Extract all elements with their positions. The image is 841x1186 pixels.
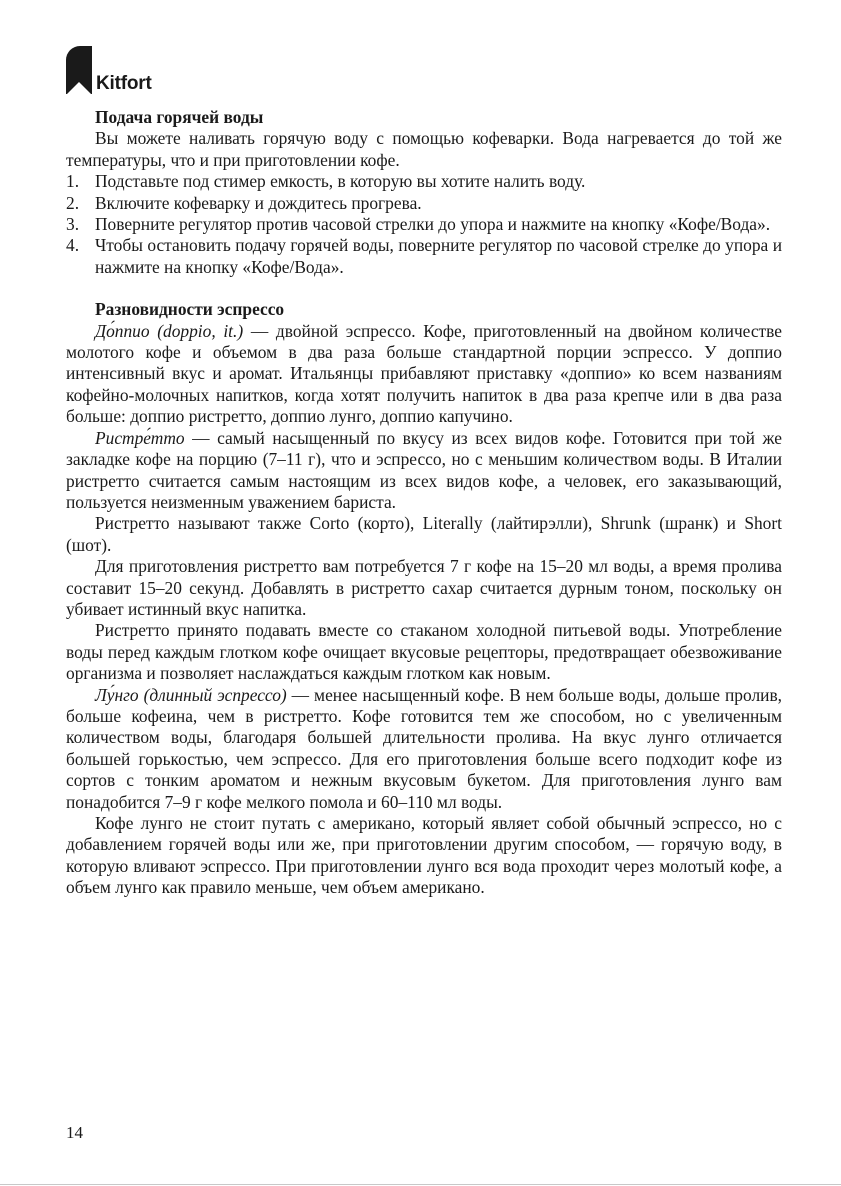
term-lungo: Лу́нго (длинный эспрессо) — [95, 684, 287, 705]
hot-water-intro: Вы можете наливать горячую воду с помощью кофеварки. Вода нагревается до той же температуры, что и при приготовлении кофе. — [66, 128, 782, 170]
paragraph-ristretto-serving: Ристретто принято подавать вместе со стаканом холодной питьевой воды. Употребление воды перед каждым глотком кофе очищает вкусовые рецепторы, предотвращает обезвоживание организма и позволяет наслаждаться каждым глотком как новым. — [66, 620, 782, 684]
bottom-rule — [0, 1184, 841, 1185]
hot-water-steps — [66, 171, 782, 278]
page-content — [66, 107, 782, 899]
section-gap — [66, 278, 782, 299]
list-text: Включите кофеварку и дождитесь прогрева. — [95, 192, 422, 213]
term-doppio: До́ппио (doppio, it.) — [95, 320, 244, 341]
lungo-text: — менее насыщенный кофе. В нем больше воды, дольше пролив, больше кофеина, чем в ристретто. Кофе готовится тем же способом, но с увеличенным количеством воды, благодаря большей длительности пролива. На вкус лунго отличается большей горькостью, чем эспрессо. Для его приготовления больше всего подходит кофе из сортов с тонким ароматом и нежным вкусовым букетом. Для приготовления лунго вам понадобится 7–9 г кофе мелкого помола и 60–110 мл воды. — [66, 684, 783, 812]
section-title-hot-water: Подача горячей воды — [95, 107, 264, 127]
list-text: Поверните регулятор против часовой стрелки до упора и нажмите на кнопку «Кофе/Вода». — [95, 214, 771, 235]
paragraph-doppio — [66, 321, 782, 428]
list-number: 2. — [66, 192, 80, 213]
term-ristretto: Ристре́тто — [95, 427, 185, 448]
list-item — [66, 171, 782, 192]
paragraph-ristretto-names: Ристретто называют также Corto (корто), Literally (лайтирэлли), Shrunk (шранк) и Short (шот). — [66, 513, 782, 555]
section-title-espresso-types: Разновидности эспрессо — [95, 299, 285, 320]
paragraph-ristretto-prep: Для приготовления ристретто вам потребуется 7 г кофе на 15–20 мл воды, а время пролива составит 15–20 секунд. Добавлять в ристретто сахар считается дурным тоном, поскольку он убивает истинный вкус напитка. — [66, 556, 782, 619]
paragraph-lungo — [66, 685, 782, 813]
list-number: 3. — [66, 214, 80, 235]
paragraph-ristretto — [66, 428, 782, 514]
list-item — [66, 193, 782, 214]
list-text: Чтобы остановить подачу горячей воды, поверните регулятор по часовой стрелке до упора и нажмите на кнопку «Кофе/Вода». — [95, 235, 782, 277]
list-item — [66, 235, 782, 278]
logo-mark-icon — [66, 46, 92, 94]
page-number: 14 — [66, 1123, 83, 1142]
brand-logo — [66, 46, 176, 98]
doppio-text: — двойной эспрессо. Кофе, приготовленный на двойном количестве молотого кофе и объемом в два раза больше стандартной порции эспрессо. У доппио интенсивный вкус и аромат. Итальянцы прибавляют приставку «доппио» ко всем названиям кофейно-молочных напитков, когда хотят получить напиток в два раза крепче или в два раза больше: доппио ристретто, доппио лунго, доппио капучино. — [66, 320, 782, 427]
list-text: Подставьте под стимер емкость, в которую вы хотите налить воду. — [95, 171, 586, 192]
list-number: 1. — [66, 171, 80, 192]
brand-name: Kitfort — [96, 73, 152, 94]
paragraph-americano: Кофе лунго не стоит путать с американо, который являет собой обычный эспрессо, но с добавлением горячей воды или же, при приготовлении другим способом, — горячую воду, в которую вливают эспрессо. При приготовлении лунго вся вода проходит через молотый кофе, а объем лунго как правило меньше, чем объем американо. — [66, 813, 782, 898]
list-number: 4. — [66, 235, 80, 256]
ristretto-text: — самый насыщенный по вкусу из всех видов кофе. Готовится при той же закладке кофе на порцию (7–11 г), что и эспрессо, но с меньшим количеством воды. В Италии ристретто считается самым настоящим из всех видов кофе, а человек, его заказывающий, пользуется неизменным уважением бариста. — [66, 427, 782, 512]
list-item — [66, 214, 782, 235]
